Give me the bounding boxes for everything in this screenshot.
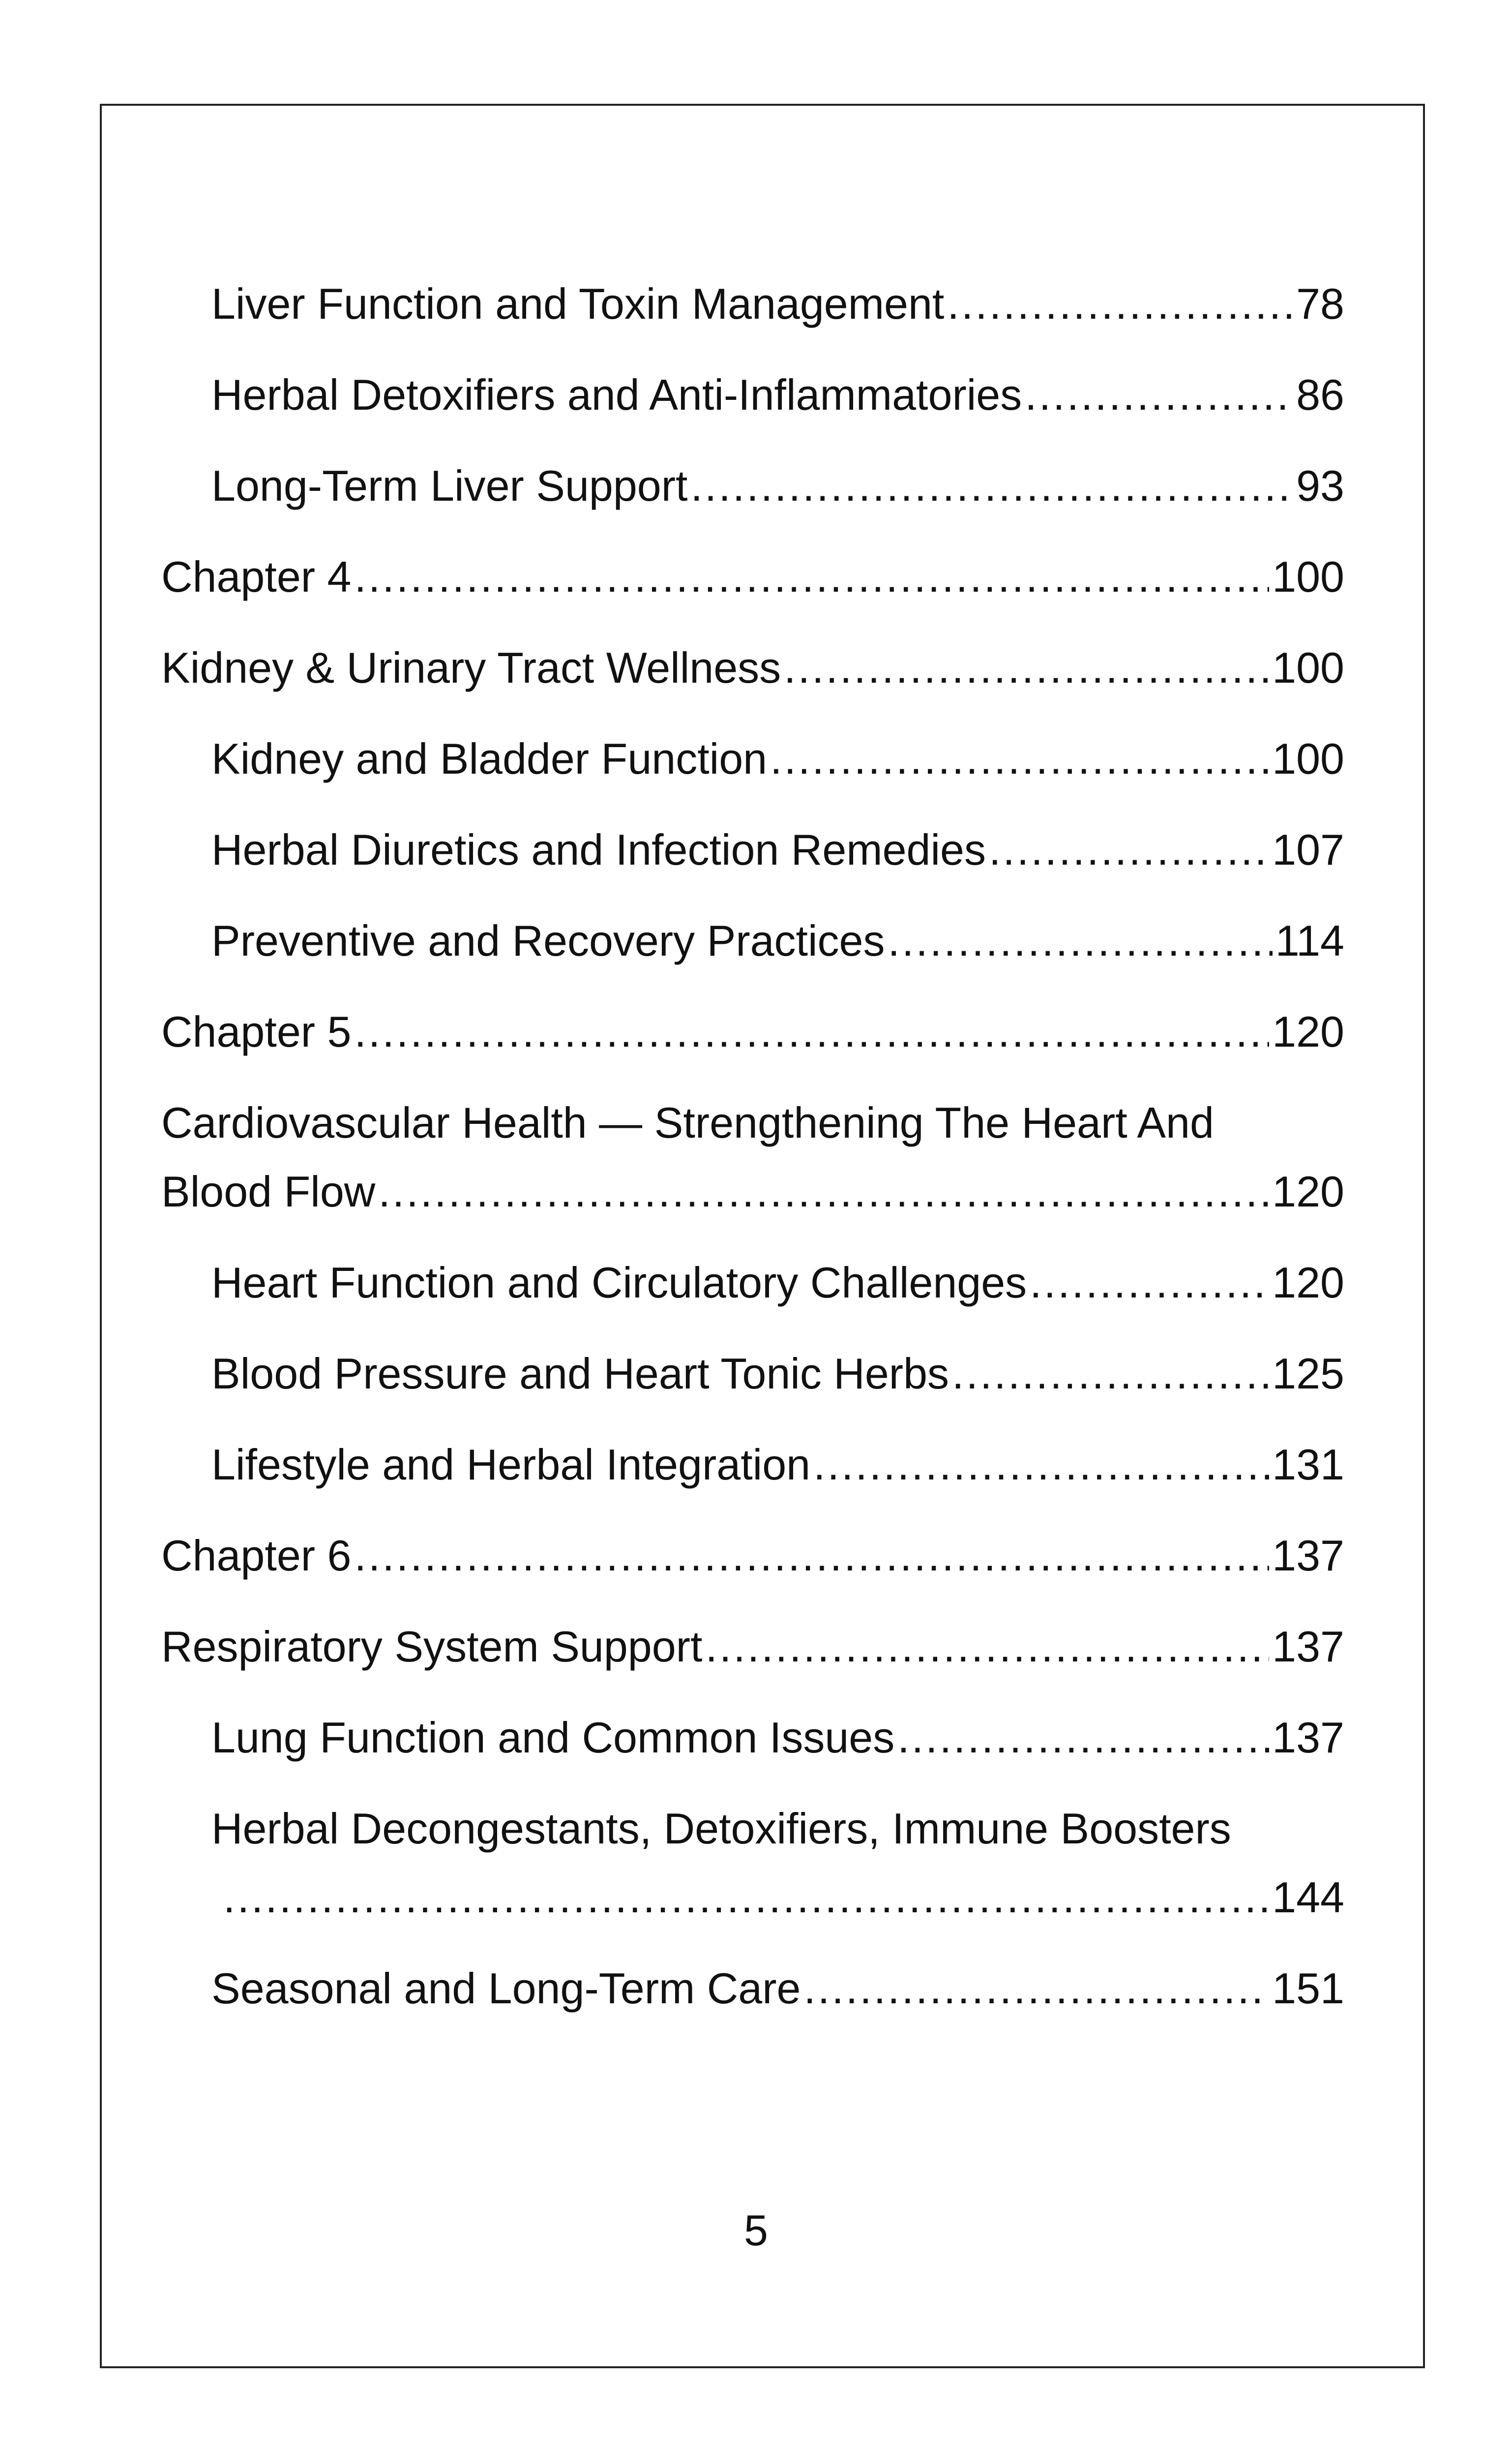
toc-chapter-entry[interactable] — [161, 997, 1344, 1066]
toc-entry[interactable] — [161, 724, 1344, 793]
toc-entry-page: 137 — [1272, 1622, 1344, 1671]
toc-entry-title: Liver Function and Toxin Management — [211, 279, 945, 328]
dot-leader — [952, 1339, 1269, 1408]
toc-entry[interactable] — [161, 270, 1344, 338]
toc-entry-page: 125 — [1272, 1349, 1344, 1398]
toc-entry-page: 120 — [1272, 1258, 1344, 1307]
toc-entry[interactable] — [161, 1430, 1344, 1499]
toc-entry-page: 151 — [1272, 1964, 1344, 2013]
dot-leader — [770, 724, 1269, 793]
toc-chapter-entry[interactable] — [161, 543, 1344, 611]
dot-leader — [378, 1157, 1269, 1226]
dot-leader — [989, 815, 1269, 884]
toc-entry-title-line2: Blood Flow — [161, 1167, 376, 1216]
toc-entry-title: Kidney and Bladder Function — [211, 734, 768, 783]
toc-entry-page: 107 — [1272, 825, 1344, 874]
toc-entry-title: Long-Term Liver Support — [211, 461, 688, 510]
toc-entry-page: 114 — [1275, 916, 1344, 965]
toc-section-entry[interactable] — [161, 1088, 1344, 1226]
dot-leader — [803, 1954, 1269, 2023]
dot-leader — [1030, 1248, 1269, 1317]
dot-leader — [897, 1703, 1269, 1772]
toc-entry-title: Respiratory System Support — [161, 1622, 703, 1671]
toc-entry-page: 120 — [1272, 1007, 1344, 1056]
dot-leader — [705, 1612, 1269, 1681]
dot-leader — [947, 270, 1293, 338]
toc-entry-page: 137 — [1272, 1531, 1344, 1580]
toc-entry-title: Lifestyle and Herbal Integration — [211, 1440, 811, 1489]
dot-leader — [354, 543, 1269, 611]
toc-entry-title: Seasonal and Long-Term Care — [211, 1964, 801, 2013]
toc-entry-page: 120 — [1272, 1167, 1344, 1216]
toc-entry[interactable] — [161, 361, 1344, 429]
toc-entry[interactable] — [161, 1954, 1344, 2023]
toc-entry-page: 100 — [1272, 552, 1344, 601]
toc-entry-title: Kidney & Urinary Tract Wellness — [161, 643, 781, 692]
dot-leader — [223, 1863, 1269, 1932]
dot-leader — [354, 1521, 1269, 1590]
toc-entry-page: 100 — [1272, 643, 1344, 692]
toc-entry-title: Herbal Detoxifiers and Anti-Inflammatories — [211, 370, 1022, 419]
dot-leader — [784, 633, 1269, 702]
toc-entry[interactable] — [161, 1339, 1344, 1408]
toc-entry-page: 137 — [1272, 1713, 1344, 1762]
toc-entry-page: 78 — [1296, 279, 1344, 328]
toc-entry-title: Preventive and Recovery Practices — [211, 916, 885, 965]
toc-entry-page: 131 — [1272, 1440, 1344, 1489]
toc-entry-title-line1: Herbal Decongestants, Detoxifiers, Immune Boosters — [211, 1804, 1231, 1853]
toc-entry[interactable] — [161, 1248, 1344, 1317]
toc-entry-title-line1: Cardiovascular Health — Strengthening The Heart And — [161, 1098, 1214, 1147]
toc-section-entry[interactable] — [161, 1612, 1344, 1681]
toc-chapter-entry[interactable] — [161, 1521, 1344, 1590]
toc-entry-title: Blood Pressure and Heart Tonic Herbs — [211, 1349, 949, 1398]
toc-entry-page: 100 — [1272, 734, 1344, 783]
toc-entry-title: Heart Function and Circulatory Challenges — [211, 1258, 1027, 1307]
toc-entry[interactable] — [161, 815, 1344, 884]
toc-entry-title: Chapter 5 — [161, 1007, 352, 1056]
toc-section-entry[interactable] — [161, 633, 1344, 702]
dot-leader — [1025, 361, 1293, 429]
page-number: 5 — [744, 2206, 768, 2255]
toc-entry[interactable] — [161, 1794, 1344, 1932]
toc-entry[interactable] — [161, 1703, 1344, 1772]
toc-entry-page: 86 — [1296, 370, 1344, 419]
toc-entry-page: 144 — [1272, 1873, 1344, 1922]
toc-entry[interactable] — [161, 452, 1344, 520]
dot-leader — [813, 1430, 1269, 1499]
dot-leader — [690, 452, 1293, 520]
toc-entry-title: Lung Function and Common Issues — [211, 1713, 895, 1762]
toc-entry-title: Herbal Diuretics and Infection Remedies — [211, 825, 986, 874]
toc-entry-title: Chapter 4 — [161, 552, 352, 601]
dot-leader — [888, 906, 1273, 975]
table-of-contents — [161, 270, 1344, 2045]
toc-entry-page: 93 — [1296, 461, 1344, 510]
dot-leader — [354, 997, 1269, 1066]
toc-entry-title: Chapter 6 — [161, 1531, 352, 1580]
toc-entry[interactable] — [161, 906, 1344, 975]
